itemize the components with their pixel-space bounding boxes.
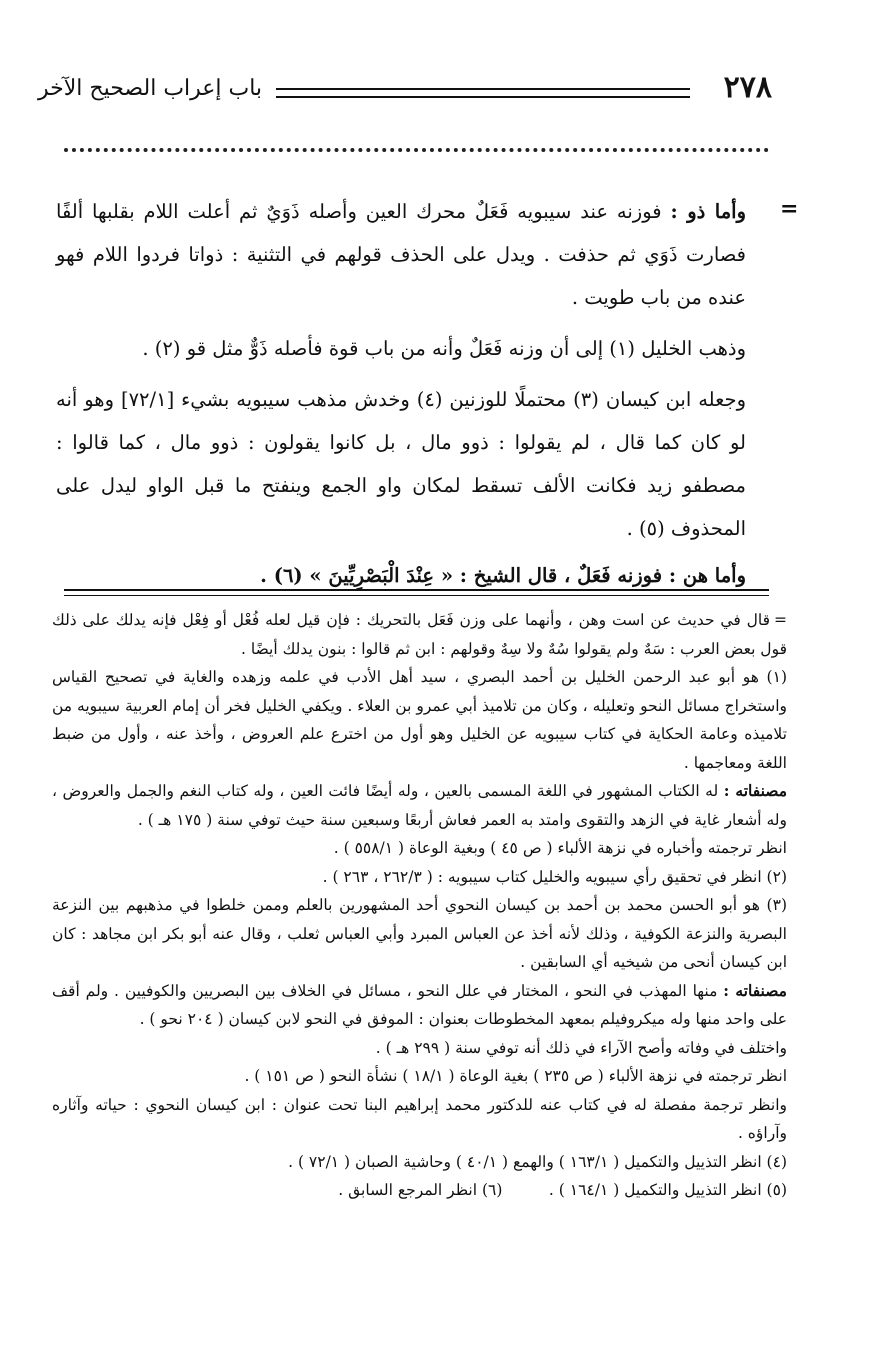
footnote-rule — [64, 589, 769, 596]
main-text — [56, 190, 768, 597]
paragraph-dhu — [56, 190, 768, 319]
footnote-1: (١) هو أبو عبد الرحمن الخليل بن أحمد البصري ، سيد أهل الأدب في علمه وزهده والغاية في تصحيح القياس واستخراج مسائل النحو وتعليله ، وكان من تلاميذ أبي عمرو بن العلاء . ويكفي الخليل فخر أن إمام العربية سيبويه من تلاميذه وعامة الحكاية في كتاب سيبويه عن الخليل وهو أول من اخترع علم العروض ، وأخذ عنه ، وأول من ضبط اللغة ومعاجمها . — [52, 668, 787, 772]
works-label: مصنفاته : — [723, 781, 787, 800]
footnote-1-works — [52, 777, 787, 834]
dotted-separator — [64, 148, 769, 158]
paragraph-lead: وأما هن : — [668, 564, 746, 587]
running-title: باب إعراب الصحيح الآخر — [38, 76, 263, 101]
works-label: مصنفاته : — [723, 980, 787, 1000]
footnote-3: (٣) هو أبو الحسن محمد بن أحمد بن كيسان النحوي أحد المشهورين بالعلم وممن خلطوا في مذهبهم بين النزعة البصرية والنزعة الكوفية ، وذلك لأنه أخذ عن العباس المبرد وأبي العباس ثعلب ، وقال عنه أبو بكر ابن مجاهد : كان ابن كيسان أنحى من شيخيه أي السابقين . — [52, 896, 787, 971]
footnote-1-refs: انظر ترجمته وأخباره في نزهة الألباء ( ص ٤٥ ) وبغية الوعاة ( ٥٥٨/١ ) . — [333, 839, 787, 857]
continuation-mark: = — [774, 611, 787, 629]
paragraph-text: فوزنه عند سيبويه فَعَلٌ محرك العين وأصله ذَوَيٌ ثم أعلت اللام بقلبها ألفًا فصارت ذَوَي ثم حذفت . ويدل على الحذف قولهم في التثنية : ذواتا فردوا اللام فهو عنده من باب طويت . — [56, 200, 746, 309]
footnote-continuation — [52, 606, 787, 663]
paragraph-ibn-kaysan: وجعله ابن كيسان (٣) محتملًا للوزنين (٤) وخدش مذهب سيبويه بشيء [٧٢/١] وهو أنه لو كان كما قال ، لم يقولوا : ذوو مال ، بل كانوا يقولون : ذوو مال ، كما قالوا : مصطفو زيد فكانت الألف تسقط لمكان واو الجمع وينفتح ما قبل الواو ليدل على المحذوف (٥) . — [56, 388, 747, 540]
footnote-5: (٥) انظر التذييل والتكميل ( ١٦٤/١ ) . — [548, 1181, 787, 1199]
page-header — [38, 68, 772, 114]
footnote-3-death: واختلف في وفاته وأصح الآراء في ذلك أنه توفي سنة ( ٢٩٩ هـ ) . — [375, 1038, 787, 1057]
header-rule — [276, 88, 690, 98]
footnote-4: (٤) انظر التذييل والتكميل ( ١٦٣/١ ) والهمع ( ٤٠/١ ) وحاشية الصبان ( ٧٢/١ ) . — [288, 1152, 787, 1171]
paragraph-text: فوزنه فَعَلٌ ، قال الشيخ : « عِنْدَ الْبَصْرِيِّينَ » (٦) . — [260, 564, 669, 587]
paragraph-lead: وأما ذو : — [670, 200, 747, 223]
footnote-2: (٢) انظر في تحقيق رأي سيبويه والخليل كتاب سيبويه : ( ٢٦٢/٣ ، ٢٦٣ ) . — [322, 867, 787, 886]
footnote-3-refs-extra: وانظر ترجمة مفصلة له في كتاب عنه للدكتور محمد إبراهيم البنا تحت عنوان : ابن كيسان النحوي : حياته وآثاره وآراؤه . — [52, 1095, 787, 1142]
footnote-5-6 — [52, 1176, 787, 1205]
footnote-3-works — [52, 977, 787, 1034]
works-text: منها المهذب في النحو ، المختار في علل النحو ، مسائل في الخلاف بين البصريين والكوفيين . ولم أقف على واحد منها وله ميكروفيلم بمعهد المخطوطات بعنوان : الموفق في النحو لابن كيسان ( ٢٠٤ نحو ) . — [52, 981, 787, 1028]
paragraph-khalil: وذهب الخليل (١) إلى أن وزنه فَعَلٌ وأنه من باب قوة فأصله ذَوٌّ مثل قو (٢) . — [142, 337, 746, 360]
continuation-mark: = — [780, 196, 799, 222]
footnote-text: قال في حديث عن است وهن ، وأنهما على وزن فَعَل بالتحريك : فإن قيل لعله فُعْل أو فِعْل فإنه يدلك على ذلك قول بعض العرب : سَهٌ ولم يقولوا سُهٌ ولا سِهٌ وقولهم : ابن ثم قالوا : بنون يدلك أيضًا . — [52, 611, 787, 658]
footnote-3-refs: انظر ترجمته في نزهة الألباء ( ص ٢٣٥ ) بغية الوعاة ( ١٨/١ ) نشأة النحو ( ص ١٥١ ) . — [244, 1067, 787, 1085]
page-number: ٢٧٨ — [723, 70, 772, 105]
footnote-6: (٦) انظر المرجع السابق . — [338, 1181, 503, 1199]
footnotes — [52, 606, 787, 1205]
works-text: له الكتاب المشهور في اللغة المسمى بالعين ، وله أيضًا فائت العين ، وله كتاب النغم والجمل والعروض ، وله أشعار غاية في الزهد والتقوى وامتد به العمر فعاش أربعًا وسبعين سنة حيث توفي سنة ( ١٧٥ هـ ) . — [52, 782, 787, 829]
